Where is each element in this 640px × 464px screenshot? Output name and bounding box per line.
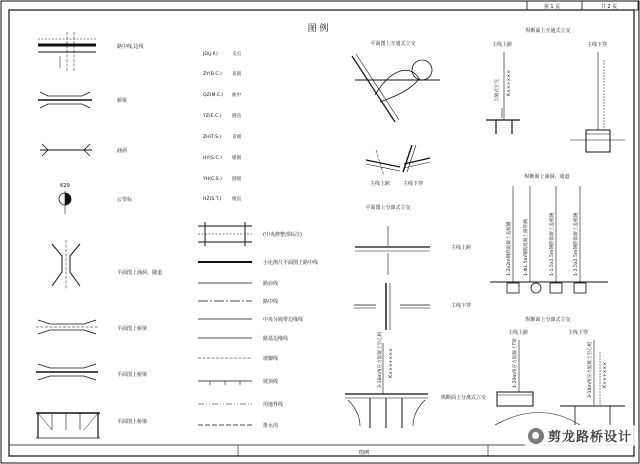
sheet-no: 第 1 页 <box>543 4 561 10</box>
label-culvert: 涵洞 <box>117 148 128 154</box>
profile-separated-4 <box>495 316 625 425</box>
legend-bridge <box>38 92 128 108</box>
col3-label-lower2: 主线下穿 <box>451 303 472 309</box>
col4-label-a: 主线上跨 <box>491 42 513 48</box>
profile-interchange <box>486 27 625 152</box>
sheet-number-block <box>527 1 638 10</box>
code-hy: HY(S.C.) <box>203 156 222 161</box>
legend-road-centerline <box>38 32 144 72</box>
code-yh-meaning: 圆缓 <box>232 177 242 182</box>
label-ditch: 排水沟 <box>263 423 279 429</box>
col4-title2: 纵断面上涵洞、通道 <box>524 174 570 180</box>
watermark <box>524 425 636 446</box>
legend-plan-bridge-1 <box>36 320 148 334</box>
col4-vtext-d: 3-16m预应力混凝土空心板 <box>588 341 593 398</box>
label-median: (中央修整部标注) <box>263 232 302 238</box>
profile-culverts <box>490 173 608 293</box>
col4-label-c: 主线上跨 <box>507 330 529 336</box>
code-zh: ZH(T.S.) <box>203 135 222 140</box>
legend-plan-bridge-2 <box>36 364 148 380</box>
label-centerline: 路中线 <box>263 299 279 305</box>
main-title: 图 例 <box>307 24 329 34</box>
col3-stake-text: K×××+××× <box>389 348 394 378</box>
label-small-scale-centerline: 小比例尺平面图上路中线 <box>263 260 319 266</box>
code-zh-meaning: 直缓 <box>232 135 242 140</box>
label-shoulder-line: 路肩线 <box>263 281 279 287</box>
label-km-post: 公里标 <box>117 197 133 203</box>
label-road-centerline: 路中线,边线 <box>117 44 144 50</box>
col3-title1: 平面图上互通式立交 <box>370 41 416 47</box>
code-hy-meaning: 缓圆 <box>232 156 242 161</box>
watermark-text: 剪龙路桥设计 <box>547 430 632 445</box>
culvert-text-2: 1-Φ1.5m钢筋混凝土圆管涵 <box>524 219 529 276</box>
col4-title3: 纵断面上分离式立交 <box>525 317 571 323</box>
profile-separated-interchange <box>345 331 486 428</box>
col3-span-text: 3-16m预应力混凝土空心板 <box>378 331 383 388</box>
plan-separated-interchange <box>354 204 471 330</box>
label-slope-top: 坡顶线 <box>263 379 279 385</box>
culvert-text-3: 1-1.5x1.5m钢筋混凝土盖板涵 <box>550 212 555 276</box>
col3-title2: 平面图上分离式立交 <box>365 205 411 211</box>
plan-crossing-small <box>366 145 430 187</box>
sheet-total: 共 2 页 <box>600 4 618 10</box>
code-yz-meaning: 圆直 <box>232 114 242 119</box>
legend-plan-culvert-tunnel <box>52 240 162 290</box>
bottom-title: 图例 <box>358 450 370 456</box>
label-plan-culvert: 平面图上涵洞、隧道 <box>117 270 163 276</box>
inner-frame <box>9 10 634 456</box>
label-bridge: 桥梁 <box>117 98 128 104</box>
label-subgrade-edge: 路基边缘线 <box>263 336 289 342</box>
curve-code-list <box>202 50 242 202</box>
plan-interchange <box>352 40 440 122</box>
col4-stake-c: K××+××× <box>603 361 608 388</box>
label-plan-bridge-2: 平面图上桥梁 <box>117 372 148 378</box>
col4-label-d: 主线下穿 <box>567 330 589 336</box>
code-jd: JD(J.P.) <box>203 52 218 57</box>
col4-vtext-a: 互通式立交 <box>495 79 500 102</box>
outer-border <box>1 1 639 463</box>
code-zy-meaning: 直圆 <box>232 72 242 77</box>
code-hz-meaning: 缓直 <box>232 197 242 202</box>
code-jd-meaning: 交点 <box>232 52 242 57</box>
legend-culvert <box>40 144 127 156</box>
code-qz: QZ(M.C.) <box>203 93 224 98</box>
culvert-text-1: 1-2x2m钢筋混凝土盖板涵 <box>507 221 512 276</box>
legend-kilometer-post <box>59 183 133 214</box>
line-type-list <box>198 222 318 429</box>
col4-vtext-c: 4-20m预应力混凝土T梁 <box>513 338 518 388</box>
code-hz: HZ(S.T.) <box>203 197 222 202</box>
legend-plan-bridge-3 <box>36 413 148 438</box>
col4-label-b: 主线下穿 <box>586 42 608 48</box>
wechat-logo-icon <box>528 428 544 444</box>
col4-stake-a: K××+××× <box>507 69 512 96</box>
label-slope-foot: 坡脚线 <box>263 356 279 362</box>
col4-title1: 纵断面上互通式立交 <box>525 28 571 34</box>
label-median-edge: 中央分隔带边缘线 <box>263 317 304 323</box>
col3-label-upper: 主线上跨 <box>369 181 391 187</box>
km-marker-text: K29 <box>60 183 70 189</box>
col3-label-upper2: 主线上跨 <box>451 245 472 251</box>
label-land-boundary: 用地界线 <box>263 402 284 408</box>
col3-long-label: 纵断面上分离式立交 <box>441 395 487 401</box>
col3-label-lower: 主线下穿 <box>402 181 424 187</box>
culvert-text-4: 1-2.5x2.5m钢筋混凝土盖板涵 <box>574 212 579 276</box>
code-yh: YH(C.S.) <box>203 177 222 182</box>
code-qz-meaning: 曲中 <box>232 93 242 98</box>
code-zy: ZY(B.C.) <box>203 72 222 77</box>
label-plan-bridge-3: 平面图上桥梁 <box>117 419 148 425</box>
bottom-title-strip <box>9 445 634 456</box>
label-plan-bridge-1: 平面图上桥梁 <box>117 326 148 332</box>
code-yz: YZ(E.C.) <box>203 114 222 119</box>
